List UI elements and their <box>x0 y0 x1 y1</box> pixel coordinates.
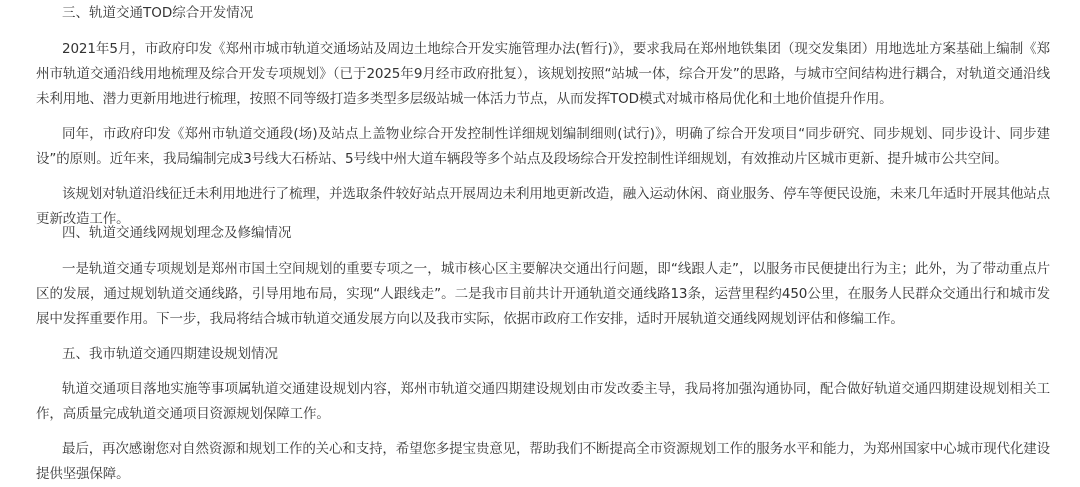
section-heading-tod: 三、轨道交通TOD综合开发情况 <box>62 5 254 21</box>
paragraph-tod-renewal: 该规划对轨道沿线征迁未利用地进行了梳理，并选取条件较好站点开展周边未利用地更新改造，融入运动休闲、商业服务、停车等便民设施，未来几年适时开展其他站点更新改造工作。 <box>36 186 1050 227</box>
paragraph-tod-guidelines: 同年，市政府印发《郑州市轨道交通段(场)及站点上盖物业综合开发控制性详细规划编制细则(试行)》，明确了综合开发项目“同步研究、同步规划、同步设计、同步建设”的原则。近年来，我局编制完成3号线大石桥站、5号线中州大道车辆段等多个站点及段场综合开发控制性详细规划，有效推动片区城市更新、提升城市公共空间。 <box>36 126 1050 167</box>
section-heading-network: 四、轨道交通线网规划理念及修编情况 <box>62 225 292 241</box>
paragraph-phase4-planning: 轨道交通项目落地实施等事项属轨道交通建设规划内容，郑州市轨道交通四期建设规划由市发改委主导，我局将加强沟通协同，配合做好轨道交通四期建设规划相关工作，高质量完成轨道交通项目资源规划保障工作。 <box>36 381 1050 422</box>
paragraph-closing: 最后，再次感谢您对自然资源和规划工作的关心和支持，希望您多提宝贵意见，帮助我们不断提高全市资源规划工作的服务水平和能力，为郑州国家中心城市现代化建设提供坚强保障。 <box>36 441 1050 482</box>
paragraph-network-planning: 一是轨道交通专项规划是郑州市国土空间规划的重要专项之一，城市核心区主要解决交通出行问题，即“线跟人走”，以服务市民便捷出行为主；此外，为了带动重点片区的发展，通过规划轨道交通线路，引导用地布局，实现“人跟线走”。二是我市目前共计开通轨道交通线路13条，运营里程约450公里，在服务人民群众交通出行和城市发展中发挥重要作用。下一步，我局将结合城市轨道交通发展方向以及我市实际，依据市政府工作安排，适时开展轨道交通线网规划评估和修编工作。 <box>36 261 1050 327</box>
paragraph-tod-policy: 2021年5月，市政府印发《郑州市城市轨道交通场站及周边土地综合开发实施管理办法(暂行)》，要求我局在郑州地铁集团（现交发集团）用地选址方案基础上编制《郑州市轨道交通沿线用地梳理及综合开发专项规划》（已于2025年9月经市政府批复），该规划按照“站城一体，综合开发”的思路，与城市空间结构进行耦合，对轨道交通沿线未利用地、潜力更新用地进行梳理，按照不同等级打造多类型多层级站城一体活力节点，从而发挥TOD模式对城市格局优化和土地价值提升作用。 <box>36 41 1050 107</box>
section-heading-phase4: 五、我市轨道交通四期建设规划情况 <box>62 346 278 362</box>
